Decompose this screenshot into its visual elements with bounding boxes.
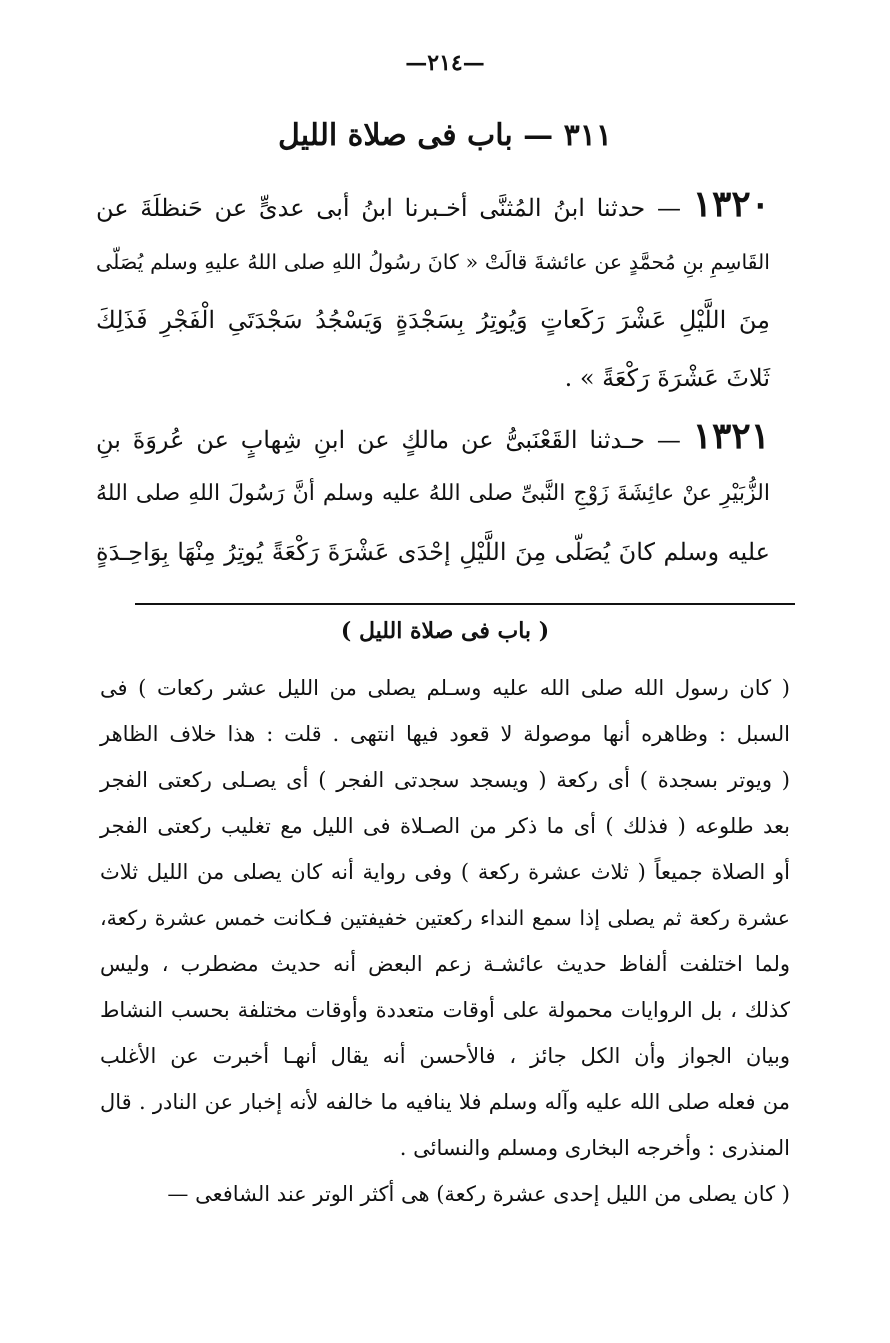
chapter-heading: ٣١١ — باب فى صلاة الليل	[278, 118, 612, 153]
commentary-line: ( كان رسول الله صلى الله عليه وسـلم يصلى من الليل عشر ركعات ) فى	[100, 676, 790, 700]
commentary-line: أو الصلاة جميعاً ( ثلاث عشرة ركعة ) وفى رواية أنه كان يصلى من الليل ثلاث	[100, 860, 790, 884]
hadith-number: ١٣٢٠	[692, 183, 771, 225]
commentary-line: السبل : وظاهره أنها موصولة لا قعود فيها انتهى . قلت : هذا خلاف الظاهر	[100, 722, 790, 746]
commentary-line: ( ويوتر بسجدة ) أى ركعة ( ويسجد سجدتى الفجر ) أى يصـلى ركعتى الفجر	[100, 768, 790, 792]
hadith-1320-line-4: ثَلاثَ عَشْرَةَ رَكْعَةً » .	[564, 364, 770, 392]
hadith-1321-line-1	[96, 410, 770, 466]
hadith-1321-line-3: عليه وسلم كانَ يُصَلّى مِنَ اللَّيْلِ إحْدَى عَشْرَةَ رَكْعَةً يُوتِرُ مِنْهَا بِوَاحِـدَةٍ	[96, 538, 770, 566]
hadith-text: — حـدثنا القَعْنَبىُّ عن مالكٍ عن ابنِ شِهابٍ عن عُروَةَ بنِ	[96, 426, 681, 454]
footnote-divider	[135, 603, 795, 605]
commentary-line: بعد طلوعه ( فذلك ) أى ما ذكر من الصـلاة فى الليل مع تغليب ركعتى الفجر	[100, 814, 790, 838]
hadith-1320-line-2: القَاسِمِ بنِ مُحمَّدٍ عن عائشةَ قالَتْ « كانَ رسُولُ اللهِ صلى اللهُ عليهِ وسلم يُصَلّى	[96, 250, 770, 274]
page-number: —٢١٤—	[405, 50, 485, 76]
hadith-text: — حدثنا ابنُ المُثنَّى أخـبرنا ابنُ أبى عدىٍّ عن حَنظلَةَ عن	[96, 194, 681, 222]
commentary-line: كذلك ، بل الروايات محمولة على أوقات متعددة وأوقات مختلفة بحسب النشاط	[100, 998, 790, 1022]
hadith-1320-line-1	[96, 178, 770, 234]
hadith-number: ١٣٢١	[692, 415, 770, 457]
commentary-heading: ( باب فى صلاة الليل )	[340, 618, 550, 644]
commentary-line: عشرة ركعة ثم يصلى إذا سمع النداء ركعتين خفيفتين فـكانت خمس عشرة ركعة،	[100, 906, 790, 930]
commentary-line: ولما اختلفت ألفاظ حديث عائشـة زعم البعض أنه حديث مضطرب ، وليس	[100, 952, 790, 976]
commentary-line: من فعله صلى الله عليه وآله وسلم فلا ينافيه ما خالفه لأنه إخبار عن النادر . قال	[100, 1090, 790, 1114]
commentary-line: وبيان الجواز وأن الكل جائز ، فالأحسن أنه يقال أنهـا أخبرت عن الأغلب	[100, 1044, 790, 1068]
commentary-line: المنذرى : وأخرجه البخارى ومسلم والنسائى .	[399, 1136, 790, 1160]
hadith-1321-line-2: الزُّبَيْرِ عنْ عائِشَةَ زَوْجِ النَّبىِّ صلى اللهُ عليه وسلم أنَّ رَسُولَ اللهِ صلى اللهُ	[96, 481, 770, 506]
commentary-line: ( كان يصلى من الليل إحدى عشرة ركعة) هى أكثر الوتر عند الشافعى —	[167, 1182, 790, 1206]
hadith-1320-line-3: مِنَ اللَّيْلِ عَشْرَ رَكَعاتٍ وَيُوتِرُ بِسَجْدَةٍ وَيَسْجُدُ سَجْدَتَىِ الْفَجْرِ فَذَلِكَ	[96, 306, 770, 334]
